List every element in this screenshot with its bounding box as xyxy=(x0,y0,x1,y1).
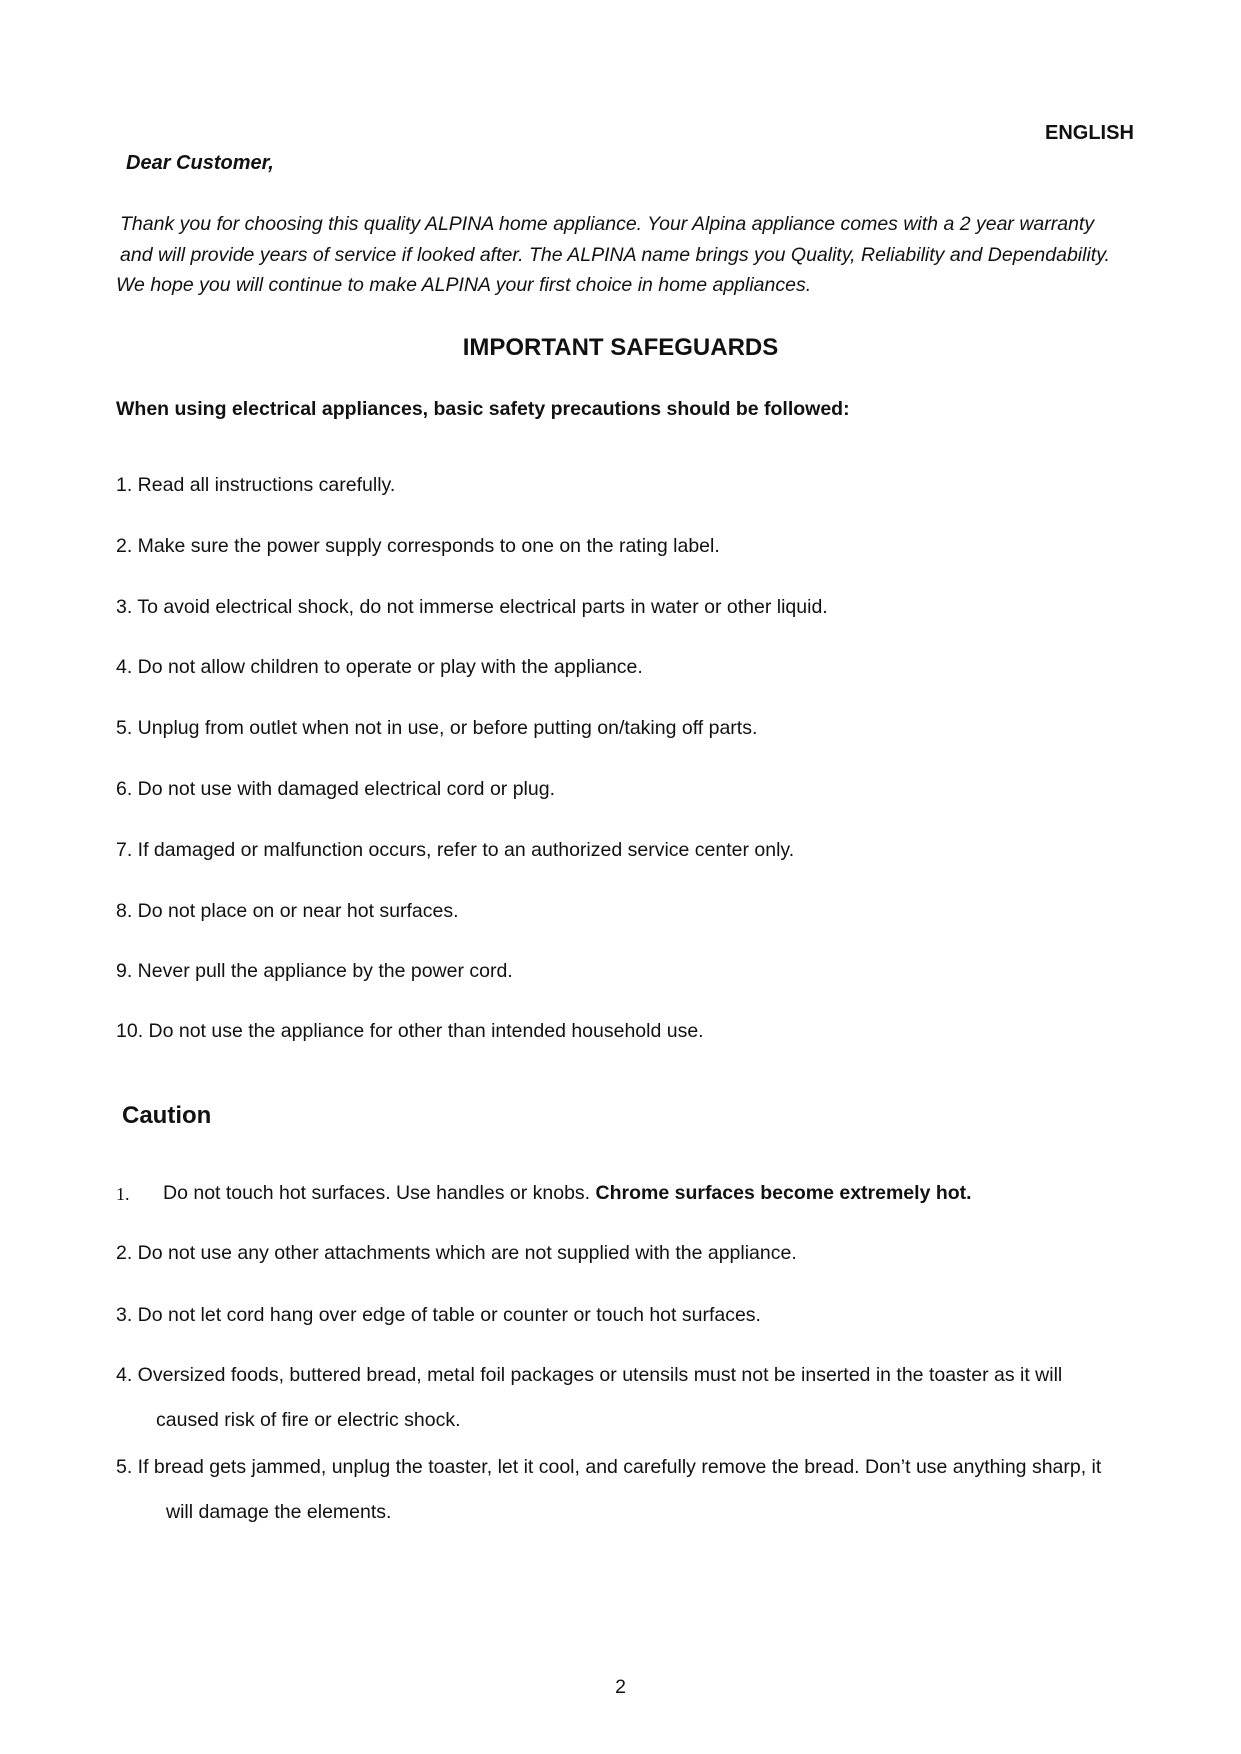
safeguard-item-10: 10. Do not use the appliance for other than intended household use. xyxy=(116,1020,704,1042)
caution-item-5: 5. If bread gets jammed, unplug the toaster, let it cool, and carefully remove the bread. Don’t use anything sharp, it xyxy=(116,1456,1102,1478)
safeguard-item-6: 6. Do not use with damaged electrical cord or plug. xyxy=(116,778,555,800)
safeguard-item-3: 3. To avoid electrical shock, do not immerse electrical parts in water or other liquid. xyxy=(116,596,828,618)
intro-line-1: Thank you for choosing this quality ALPINA home appliance. Your Alpina appliance comes with a 2 year warranty xyxy=(120,213,1095,235)
safeguard-item-9: 9. Never pull the appliance by the power cord. xyxy=(116,960,513,982)
page-number: 2 xyxy=(615,1676,626,1698)
caution-item-4: 4. Oversized foods, buttered bread, metal foil packages or utensils must not be inserted in the toaster as it will xyxy=(116,1364,1063,1386)
safeguard-item-7: 7. If damaged or malfunction occurs, refer to an authorized service center only. xyxy=(116,839,795,861)
safeguard-item-8: 8. Do not place on or near hot surfaces. xyxy=(116,900,459,922)
caution-item-1-number: 1. xyxy=(116,1184,130,1204)
caution-item-1-text: Do not touch hot surfaces. Use handles or knobs. xyxy=(163,1182,596,1204)
caution-title: Caution xyxy=(122,1102,212,1129)
safeguard-item-4: 4. Do not allow children to operate or play with the appliance. xyxy=(116,656,643,678)
language-label: ENGLISH xyxy=(1045,122,1134,144)
caution-item-3: 3. Do not let cord hang over edge of table or counter or touch hot surfaces. xyxy=(116,1304,761,1326)
safeguards-title: IMPORTANT SAFEGUARDS xyxy=(462,334,779,361)
caution-item-5-continued: will damage the elements. xyxy=(166,1501,392,1523)
greeting: Dear Customer, xyxy=(126,152,274,174)
caution-item-2: 2. Do not use any other attachments which are not supplied with the appliance. xyxy=(116,1242,797,1264)
safeguard-item-5: 5. Unplug from outlet when not in use, or before putting on/taking off parts. xyxy=(116,717,758,739)
safeguard-item-2: 2. Make sure the power supply corresponds to one on the rating label. xyxy=(116,535,720,557)
safeguard-item-1: 1. Read all instructions carefully. xyxy=(116,474,396,496)
intro-line-2: and will provide years of service if looked after. The ALPINA name brings you Quality, Reliability and Dependability. xyxy=(120,244,1110,266)
caution-item-1-emphasis: Chrome surfaces become extremely hot. xyxy=(595,1182,972,1204)
safeguards-lead: When using electrical appliances, basic safety precautions should be followed: xyxy=(116,398,850,420)
caution-item-1 xyxy=(163,1182,972,1205)
caution-item-4-continued: caused risk of fire or electric shock. xyxy=(156,1409,461,1431)
intro-line-3: We hope you will continue to make ALPINA your first choice in home appliances. xyxy=(116,274,812,296)
